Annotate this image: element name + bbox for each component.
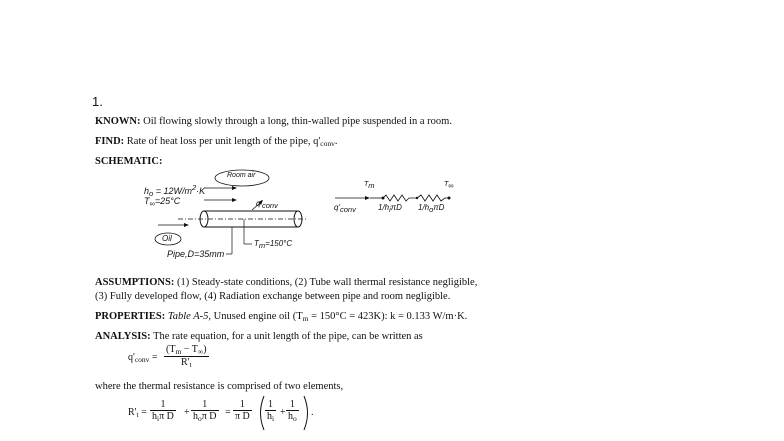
eq2-frac3: $\frac{1}{\text{π D}}$ xyxy=(235,399,250,422)
problem-number: 1. xyxy=(92,94,103,109)
analysis-label: ANALYSIS: xyxy=(95,331,151,342)
eq2-plus2: + xyxy=(280,407,286,418)
eq1-lhs: $q'_{conv}$ = xyxy=(128,352,158,364)
find-line xyxy=(95,136,338,148)
find-end: . xyxy=(334,136,338,147)
circuit-q-label: $q'_{conv}$ xyxy=(334,203,356,214)
assumptions-line1 xyxy=(95,277,477,288)
properties-line: PROPERTIES: Table A-5, Unused engine oil $(T_m = 150^\circ C = 423K)$: k = 0.133 W/m·K. xyxy=(95,311,468,323)
assumptions-text-2: (3) Fully developed flow, (4) Radiation exchange between pipe and room negligible. xyxy=(95,291,451,302)
h-label: $h_o = 12W/m^2\cdot K$ xyxy=(144,183,206,198)
q-conv-label: $q'_{conv}$ xyxy=(256,199,278,210)
resistance-text: where the thermal resistance is comprised of two elements, xyxy=(95,381,344,392)
assumptions-label: ASSUMPTIONS: xyxy=(95,277,175,288)
circuit-tm-label: $T_m$ xyxy=(364,181,375,190)
schematic-label: SCHEMATIC: xyxy=(95,156,163,167)
eq1-fraction: $\frac{(T_m - T_\infty)}{R'_t}$ xyxy=(166,344,207,369)
eq2-frac1: 1 $h_i\pi$ D xyxy=(152,399,174,423)
eq2-plus1: + xyxy=(184,407,190,418)
eq2-frac2: 1 $h_o\pi$ D xyxy=(193,399,217,423)
analysis-line xyxy=(95,331,423,342)
analysis-text: The rate equation, for a unit length of the pipe, can be written as xyxy=(153,331,423,342)
eq2-frac5: $\frac{1}{h_o}$ xyxy=(288,399,297,423)
eq2-frac4: $\frac{1}{h_i}$ xyxy=(267,399,275,423)
circuit-r1-label: $1/h_i\pi D$ xyxy=(378,203,402,214)
known-text: Oil flowing slowly through a long, thin-walled pipe suspended in a room. xyxy=(143,116,452,127)
t-inf-label: $T_\infty=25^\circ C$ xyxy=(144,196,181,208)
find-sub: conv xyxy=(320,139,335,148)
known-line xyxy=(95,116,452,127)
known-label: KNOWN: xyxy=(95,116,141,127)
properties-label: PROPERTIES: xyxy=(95,311,166,322)
eq2-lhs: $R'_t$ = xyxy=(128,407,147,419)
pipe-label: Pipe,D=35mm xyxy=(167,249,225,259)
assumptions-text-1: (1) Steady-state conditions, (2) Tube wall thermal resistance negligible, xyxy=(176,277,478,288)
eq2-equals: = xyxy=(225,407,231,418)
circuit-tinf-label: $T_\infty$ xyxy=(444,181,454,190)
room-air-label: Room air xyxy=(227,172,256,179)
circuit-r2-label: $1/h_o\pi D$ xyxy=(418,203,445,214)
properties-table: Table A-5, xyxy=(167,311,212,322)
find-text: Rate of heat loss per unit length of the pipe, q' xyxy=(126,136,321,147)
tm-label: $T_m=150^\circ C$ xyxy=(254,239,293,250)
oil-label: Oil xyxy=(162,234,172,243)
find-label: FIND: xyxy=(95,136,125,147)
eq2-period: . xyxy=(311,407,314,418)
